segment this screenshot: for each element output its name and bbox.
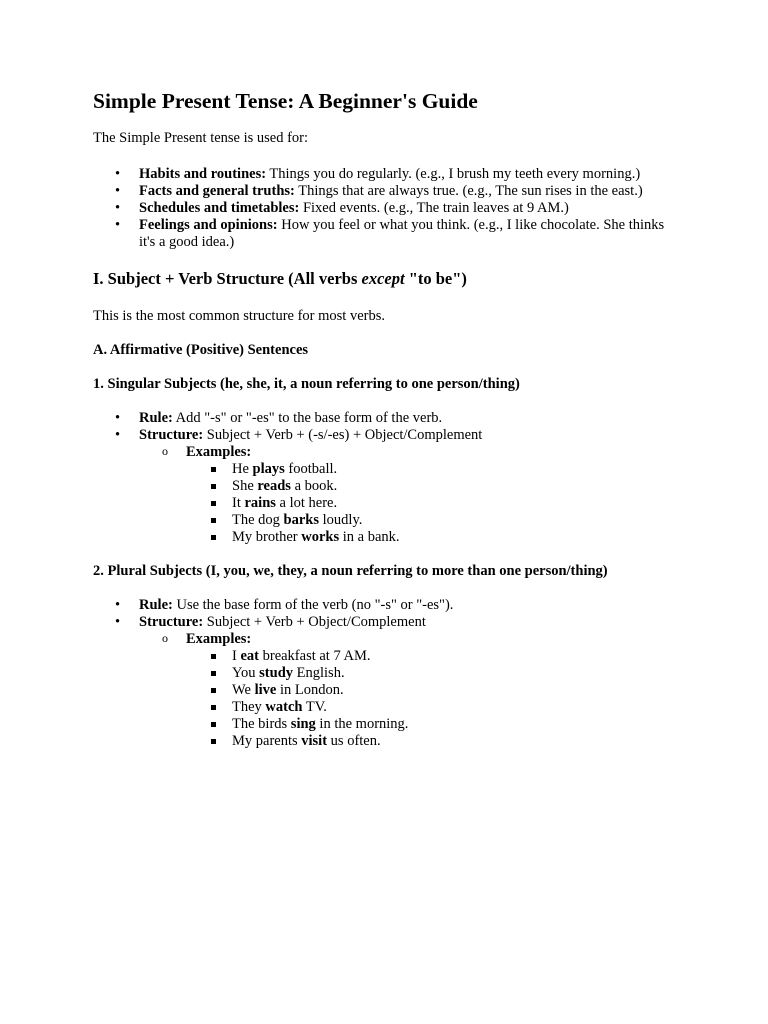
- example-item: My brother works in a bank.: [186, 529, 683, 546]
- square-bullet-icon: [211, 671, 216, 676]
- section-heading: I. Subject + Verb Structure (All verbs except "to be"): [93, 269, 467, 288]
- example-item: The dog barks loudly.: [186, 512, 683, 529]
- example-item: We live in London.: [186, 682, 683, 699]
- square-bullet-icon: [211, 518, 216, 523]
- square-bullet-icon: [211, 705, 216, 710]
- example-item: My parents visit us often.: [186, 733, 683, 750]
- list-item: • Rule: Use the base form of the verb (no "-s" or "-es").: [115, 597, 454, 613]
- example-item: I eat breakfast at 7 AM.: [186, 648, 683, 665]
- document-page: [93, 88, 683, 750]
- list-item: • Structure: Subject + Verb + (-s/-es) + Object/Complement o Examples: He plays football. She reads a book. It rains a lot here. The dog barks loudly. My brother works in a bank.: [93, 427, 683, 546]
- square-bullet-icon: [211, 739, 216, 744]
- circle-bullet-icon: o: [162, 631, 168, 645]
- example-item: It rains a lot here.: [186, 495, 683, 512]
- circle-bullet-icon: o: [162, 444, 168, 458]
- bullet-icon: •: [115, 166, 121, 182]
- bullet-icon: •: [115, 427, 121, 443]
- subsection-heading: A. Affirmative (Positive) Sentences: [93, 342, 309, 358]
- square-bullet-icon: [211, 722, 216, 727]
- example-item: The birds sing in the morning.: [186, 716, 683, 733]
- list-item: • Rule: Add "-s" or "-es" to the base form of the verb.: [115, 410, 443, 426]
- list-item: • Facts and general truths: Things that are always true. (e.g., The sun rises in the east.): [115, 183, 643, 199]
- examples-list: [139, 631, 683, 750]
- square-bullet-icon: [211, 535, 216, 540]
- bullet-icon: •: [115, 183, 121, 199]
- section-intro: This is the most common structure for most verbs.: [93, 308, 385, 324]
- bullet-icon: •: [115, 200, 121, 216]
- example-item: You study English.: [186, 665, 683, 682]
- bullet-icon: •: [115, 614, 121, 630]
- example-item: He plays football.: [186, 461, 683, 478]
- example-sentences: [186, 648, 683, 750]
- square-bullet-icon: [211, 484, 216, 489]
- list-item: • Structure: Subject + Verb + Object/Complement o Examples: I eat breakfast at 7 AM. You study English. We live in London. They watch TV. The birds sing in the morning. My parents visit us often.: [93, 614, 683, 750]
- intro-paragraph: The Simple Present tense is used for:: [93, 130, 309, 146]
- uses-list: [93, 166, 683, 251]
- square-bullet-icon: [211, 654, 216, 659]
- plural-heading: 2. Plural Subjects (I, you, we, they, a noun referring to more than one person/thing): [93, 563, 608, 579]
- singular-heading: 1. Singular Subjects (he, she, it, a noun referring to one person/thing): [93, 376, 520, 392]
- bullet-icon: •: [115, 597, 121, 613]
- list-item: o Examples: He plays football. She reads a book. It rains a lot here. The dog barks loudly. My brother works in a bank.: [139, 444, 683, 546]
- singular-list: [93, 410, 683, 546]
- square-bullet-icon: [211, 501, 216, 506]
- examples-list: [139, 444, 683, 546]
- example-item: They watch TV.: [186, 699, 683, 716]
- plural-list: [93, 597, 683, 750]
- list-item: • Schedules and timetables: Fixed events. (e.g., The train leaves at 9 AM.): [115, 200, 569, 216]
- example-item: She reads a book.: [186, 478, 683, 495]
- example-sentences: [186, 461, 683, 546]
- square-bullet-icon: [211, 467, 216, 472]
- bullet-icon: •: [115, 217, 121, 233]
- list-item: • Feelings and opinions: How you feel or what you think. (e.g., I like chocolate. She thinks it's a good idea.): [115, 217, 665, 250]
- document-title: Simple Present Tense: A Beginner's Guide: [93, 89, 478, 113]
- square-bullet-icon: [211, 688, 216, 693]
- list-item: o Examples: I eat breakfast at 7 AM. You study English. We live in London. They watch TV. The birds sing in the morning. My parents visit us often.: [139, 631, 683, 750]
- bullet-icon: •: [115, 410, 121, 426]
- list-item: • Habits and routines: Things you do regularly. (e.g., I brush my teeth every morning.): [115, 166, 641, 182]
